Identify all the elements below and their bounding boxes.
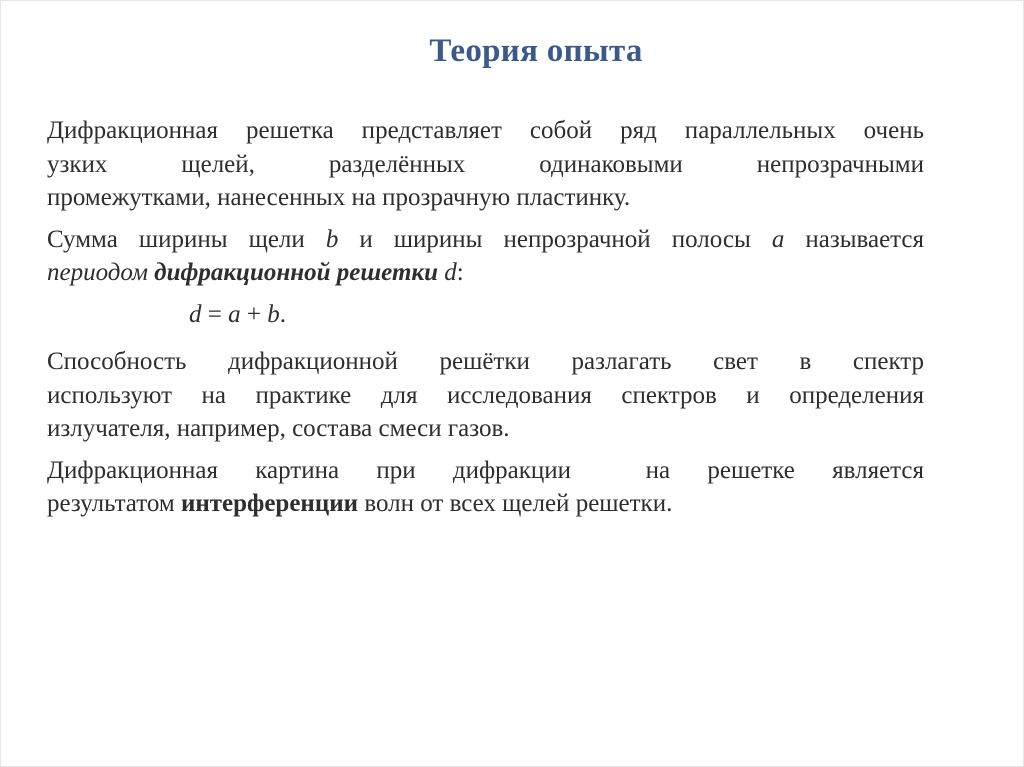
text-line (47, 487, 924, 521)
text-line: промежутками, нанесенных на прозрачную пластинку. (47, 184, 631, 211)
text-line: Дифракционная картина при дифракции на решетке является (47, 456, 924, 484)
term-period: периодом (47, 259, 155, 286)
term-interference: интерференции (180, 490, 359, 517)
var-a: a (228, 300, 241, 328)
text-run: : (456, 259, 464, 286)
text-line: узких щелей, разделённых одинаковыми непрозрачными (47, 150, 924, 178)
formula-period (47, 298, 924, 332)
paragraph-grating-definition (47, 114, 924, 215)
var-d: d (189, 300, 202, 328)
text-run: волн от всех щелей решетки. (358, 490, 673, 517)
text-line (47, 256, 924, 290)
text-run: Сумма ширины щели (47, 225, 326, 253)
paragraph-period-definition (47, 223, 924, 332)
var-d: d (437, 259, 457, 286)
text-line (47, 223, 924, 257)
operator: + (240, 300, 268, 328)
text-line: излучателя, например, состава смеси газов. (47, 415, 510, 442)
text-run: и ширины непрозрачной полосы (338, 225, 772, 253)
slide-title: Теория опыта (429, 33, 643, 69)
text-run: . (279, 300, 286, 328)
slide-body (47, 114, 924, 529)
text-line: Дифракционная решетка представляет собой ряд параллельных очень (47, 117, 924, 144)
text-run: результатом (47, 490, 181, 517)
operator: = (201, 300, 229, 328)
text-line: Способность дифракционной решётки разлагать свет в спектр (47, 348, 924, 375)
paragraph-interference (47, 454, 924, 521)
var-b: b (267, 300, 280, 328)
text-run: называется (784, 225, 924, 253)
paragraph-spectral-use (47, 345, 924, 446)
var-b: b (325, 225, 339, 253)
var-a: a (771, 225, 785, 253)
term-grating: дифракционной решетки (154, 259, 438, 286)
text-line: используют на практике для исследования спектров и определения (47, 381, 924, 409)
